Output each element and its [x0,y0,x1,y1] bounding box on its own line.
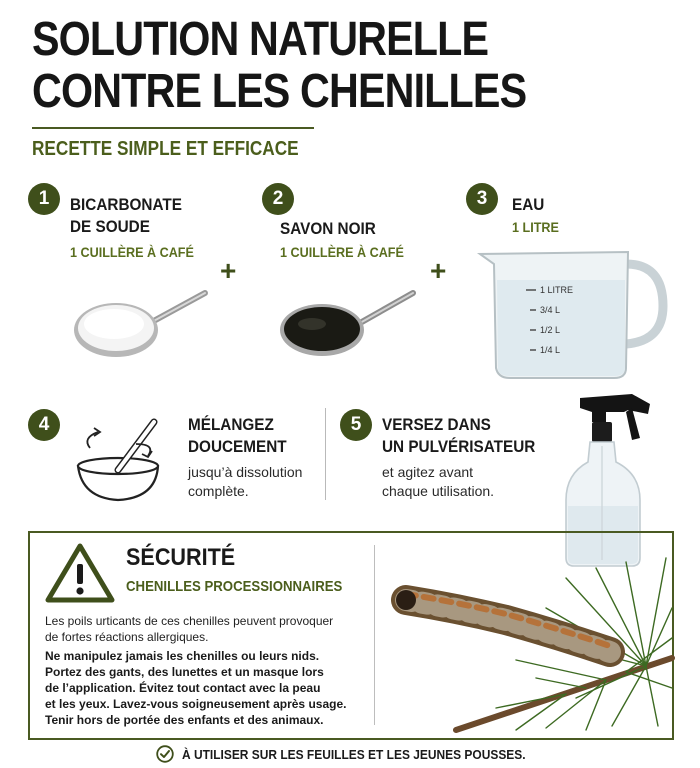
step-5-description-line-2: chaque utilisation. [382,483,495,499]
step-5-description-line-1: et agitez avant [382,464,474,480]
safety-warning-line-3: de l’application. Évitez tout contact avec la peau [45,681,321,695]
step-5-title-line-1: VERSEZ DANS [382,415,491,434]
step-2-title-line-1: SAVON NOIR [280,219,376,238]
check-circle-icon [156,745,174,763]
title-line-1: SOLUTION NATURELLE [32,13,489,66]
safety-warning-line-5: Tenir hors de portée des enfants et des animaux. [45,713,324,727]
footer-note [156,745,555,763]
step-1-title-line-2: DE SOUDE [70,217,150,236]
plus-sign-1: + [220,255,237,286]
jug-mark-4: 1/4 L [540,345,561,355]
measuring-jug-icon [478,246,668,384]
caterpillar-on-pine-icon [396,548,672,732]
step-1-number: 1 [28,183,60,215]
step-1-quantity: 1 CUILLÈRE À CAFÉ [70,244,194,260]
title-divider [32,127,314,129]
safety-warning [45,648,365,728]
step-4-title-line-1: MÉLANGEZ [188,415,274,434]
page-subtitle: RECETTE SIMPLE ET EFFICACE [32,138,299,160]
step-3-title [512,194,544,216]
step-3-quantity: 1 LITRE [512,219,559,235]
step-5-number: 5 [340,409,372,441]
step-2-number: 2 [262,183,294,215]
safety-text-line-2: de fortes réactions allergiques. [45,630,209,644]
spoon-black-soap-icon [278,288,418,363]
step-4-title-line-2: DOUCEMENT [188,437,287,456]
safety-text [45,613,365,645]
step-5-title [382,414,535,458]
safety-warning-line-4: et les yeux. Lavez-vous soigneusement après usage. [45,697,347,711]
step-2-title [280,218,376,240]
mixing-bowl-icon [76,418,166,504]
step-4-number: 4 [28,409,60,441]
safety-warning-line-2: Portez des gants, des lunettes et un masque lors [45,665,324,679]
title-line-2: CONTRE LES CHENILLES [32,65,527,118]
jug-mark-3: 1/2 L [540,325,561,335]
step-1-title [70,194,182,238]
safety-divider [374,545,375,725]
safety-subtitle: CHENILLES PROCESSIONNAIRES [126,578,343,595]
steps-divider [325,408,326,500]
footer-text: À UTILISER SUR LES FEUILLES ET LES JEUNES POUSSES. [182,746,526,762]
step-5-description [382,463,494,501]
step-2-quantity: 1 CUILLÈRE À CAFÉ [280,244,404,260]
step-4-description-line-1: jusqu’à dissolution [188,464,303,480]
safety-title: SÉCURITÉ [126,544,236,571]
step-4-description-line-2: complète. [188,483,249,499]
jug-mark-2: 3/4 L [540,305,561,315]
plus-sign-2: + [430,255,447,286]
step-3-number: 3 [466,183,498,215]
spoon-baking-soda-icon [70,288,210,363]
jug-mark-1: 1 LITRE [540,285,574,295]
step-4-title [188,414,287,458]
safety-warning-line-1: Ne manipulez jamais les chenilles ou leurs nids. [45,649,320,663]
step-1-title-line-1: BICARBONATE [70,195,182,214]
warning-triangle-icon [44,542,116,604]
step-3-title-line-1: EAU [512,195,545,214]
step-5-title-line-2: UN PULVÉRISATEUR [382,437,536,456]
safety-text-line-1: Les poils urticants de ces chenilles peuvent provoquer [45,614,334,628]
step-4-description [188,463,302,501]
page-title [32,14,582,118]
